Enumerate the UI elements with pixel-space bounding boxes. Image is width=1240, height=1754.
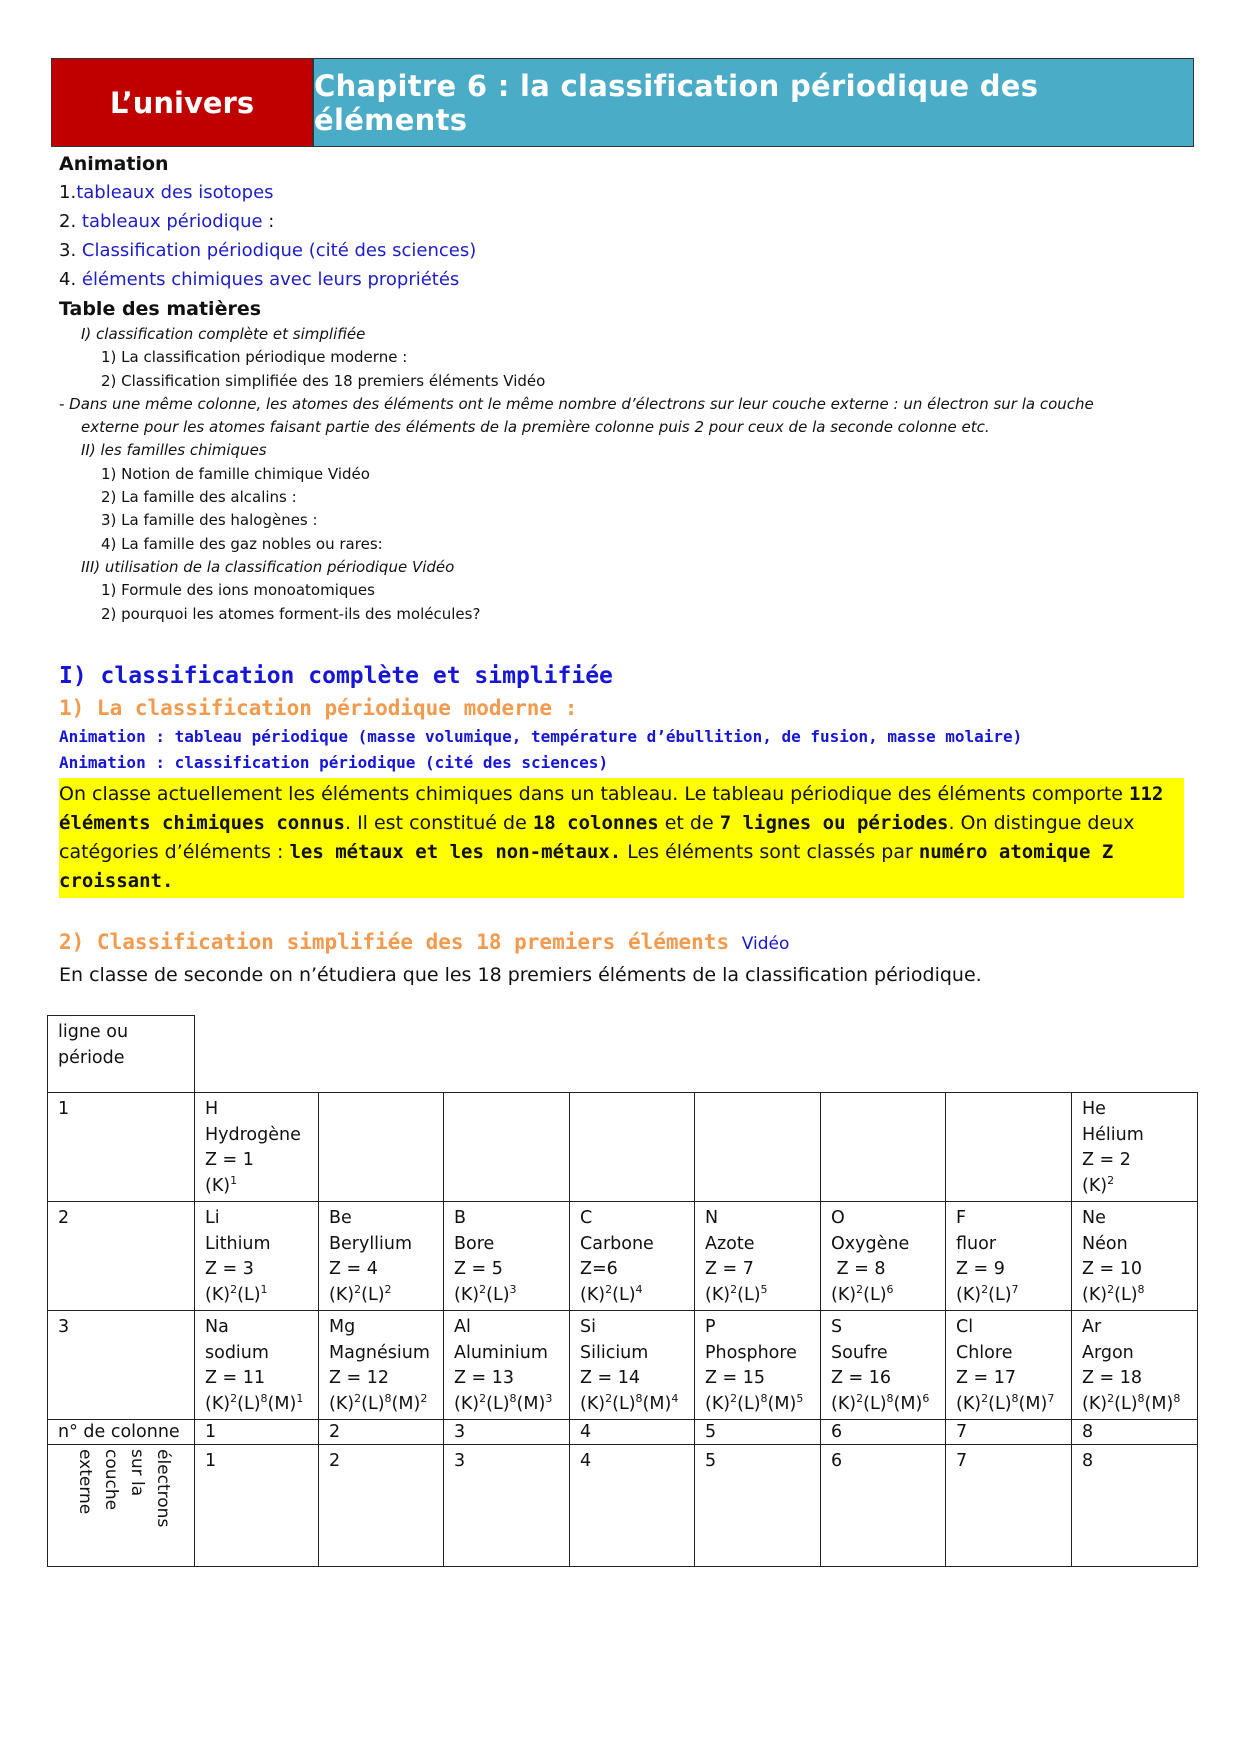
subsection-1-title: 1) La classification périodique moderne : bbox=[59, 696, 578, 720]
element-name: Argon bbox=[1082, 1342, 1134, 1363]
shell-electron-count: 2 bbox=[605, 1391, 613, 1405]
shell-electron-count: 5 bbox=[760, 1282, 768, 1296]
element-cell bbox=[319, 1202, 444, 1311]
empty-header-cell bbox=[444, 1016, 570, 1093]
period-label: 2 bbox=[48, 1202, 195, 1311]
shell-electron-count: 1 bbox=[230, 1173, 238, 1187]
vertical-label-wrap bbox=[52, 1449, 190, 1559]
shell-electron-count: 1 bbox=[296, 1391, 304, 1405]
element-name: Lithium bbox=[205, 1233, 271, 1254]
empty-cell bbox=[946, 1093, 1072, 1202]
para-bold: 7 lignes ou périodes bbox=[719, 812, 949, 834]
element-name: Silicium bbox=[580, 1342, 649, 1363]
animation-link-tableau[interactable]: Animation : tableau périodique (masse volumique, température d’ébullition, de fusion, masse molaire) bbox=[59, 727, 1023, 746]
toc-item[interactable]: 3) La famille des halogènes : bbox=[101, 511, 318, 530]
toc-item[interactable]: 1) Notion de famille chimique Vidéo bbox=[101, 464, 370, 483]
empty-header-cell bbox=[946, 1016, 1072, 1093]
element-name: sodium bbox=[205, 1342, 269, 1363]
shell-electron-count: 8 bbox=[635, 1391, 643, 1405]
element-name: Hélium bbox=[1082, 1124, 1144, 1145]
shell-electron-count: 2 bbox=[354, 1391, 362, 1405]
electron-configuration: $(K)^2(L)^1$ bbox=[205, 1282, 268, 1305]
animation-item-number: 2. bbox=[59, 211, 77, 232]
column-number: 3 bbox=[444, 1420, 570, 1445]
empty-cell bbox=[319, 1093, 444, 1202]
element-atomic-number: Z = 9 bbox=[956, 1259, 1005, 1279]
shell-electron-count: 2 bbox=[479, 1391, 487, 1405]
animation-link[interactable]: tableaux périodique bbox=[81, 211, 263, 232]
element-atomic-number: Z = 4 bbox=[329, 1259, 378, 1279]
element-symbol: Ne bbox=[1082, 1208, 1106, 1228]
section-1-title: I) classification complète et simplifiée bbox=[59, 663, 613, 689]
element-atomic-number: Z = 15 bbox=[705, 1368, 766, 1388]
animation-item bbox=[59, 265, 1179, 294]
element-symbol: Al bbox=[454, 1317, 471, 1337]
element-symbol: N bbox=[705, 1208, 719, 1228]
video-link[interactable]: Vidéo bbox=[741, 934, 790, 954]
animation-link[interactable]: tableaux des isotopes bbox=[76, 182, 274, 203]
electron-configuration: $(K)^2(L)^6$ bbox=[831, 1282, 894, 1305]
highlighted-paragraph bbox=[59, 778, 1184, 898]
para-text: Les éléments sont classés par bbox=[621, 841, 919, 863]
electron-configuration: $(K)^2$ bbox=[1082, 1173, 1115, 1196]
shell-electron-count: 8 bbox=[260, 1391, 268, 1405]
element-atomic-number: Z = 11 bbox=[205, 1368, 266, 1388]
shell-electron-count: 8 bbox=[1173, 1391, 1181, 1405]
element-name: Magnésium bbox=[329, 1342, 430, 1363]
electron-configuration: $(K)^2(L)^5$ bbox=[705, 1282, 768, 1305]
column-number: 5 bbox=[695, 1420, 821, 1445]
shell-electron-count: 8 bbox=[1137, 1391, 1145, 1405]
empty-header-cell bbox=[821, 1016, 946, 1093]
element-symbol: Li bbox=[205, 1208, 220, 1228]
period-label: 3 bbox=[48, 1311, 195, 1420]
toc-item[interactable]: 2) Classification simplifiée des 18 premiers éléments Vidéo bbox=[101, 371, 546, 390]
periodic-table bbox=[47, 1015, 1198, 1567]
electron-configuration: $(K)^2(L)^8$ bbox=[1082, 1282, 1145, 1305]
element-atomic-number: Z = 10 bbox=[1082, 1259, 1143, 1279]
element-atomic-number: Z = 3 bbox=[205, 1259, 254, 1279]
element-symbol: F bbox=[956, 1208, 967, 1228]
column-number: 6 bbox=[821, 1420, 946, 1445]
column-number: 4 bbox=[570, 1420, 695, 1445]
shell-electron-count: 2 bbox=[479, 1282, 487, 1296]
element-name: Beryllium bbox=[329, 1233, 413, 1254]
row-header-cell bbox=[48, 1016, 195, 1093]
shell-electron-count: 3 bbox=[509, 1282, 517, 1296]
element-cell bbox=[444, 1202, 570, 1311]
animation-item bbox=[59, 178, 1179, 207]
shell-electron-count: 2 bbox=[230, 1391, 238, 1405]
toc-note: - Dans une même colonne, les atomes des éléments ont le même nombre d’électrons sur leur couche externe : un électron sur la couche bbox=[59, 394, 1094, 413]
electron-configuration: $(K)^1$ bbox=[205, 1173, 238, 1196]
shell-electron-count: 7 bbox=[1011, 1282, 1019, 1296]
shell-electron-count: 8 bbox=[509, 1391, 517, 1405]
shell-electron-count: 8 bbox=[1011, 1391, 1019, 1405]
electron-configuration: $(K)^2(L)^8(M)^1$ bbox=[205, 1391, 304, 1414]
electron-configuration: $(K)^2(L)^8(M)^5$ bbox=[705, 1391, 804, 1414]
shell-electron-count: 4 bbox=[635, 1282, 643, 1296]
element-name: Azote bbox=[705, 1233, 755, 1254]
shell-electron-count: 2 bbox=[384, 1282, 392, 1296]
animation-item-number: 4. bbox=[59, 269, 77, 290]
element-cell bbox=[319, 1311, 444, 1420]
header-label: ligne ou période bbox=[58, 1022, 129, 1068]
column-number: 8 bbox=[1072, 1420, 1198, 1445]
animation-link-classification[interactable]: Animation : classification périodique (cité des sciences) bbox=[59, 753, 609, 772]
animation-heading: Animation bbox=[59, 153, 169, 175]
para-text: . Il est constitué de bbox=[344, 812, 533, 834]
element-name: Oxygène bbox=[831, 1233, 910, 1254]
column-number: 7 bbox=[946, 1420, 1072, 1445]
para-text: et de bbox=[658, 812, 720, 834]
element-atomic-number: Z = 1 bbox=[205, 1150, 254, 1170]
external-electrons-label: électrons sur la couche externe bbox=[75, 1449, 173, 1528]
element-atomic-number: Z = 2 bbox=[1082, 1150, 1131, 1170]
external-electrons-count: 3 bbox=[444, 1445, 570, 1567]
element-cell bbox=[195, 1311, 319, 1420]
electron-configuration: $(K)^2(L)^3$ bbox=[454, 1282, 517, 1305]
element-symbol: Na bbox=[205, 1317, 229, 1337]
shell-electron-count: 5 bbox=[796, 1391, 804, 1405]
element-symbol: O bbox=[831, 1208, 845, 1228]
empty-cell bbox=[570, 1093, 695, 1202]
element-symbol: P bbox=[705, 1317, 716, 1337]
para-text: On classe actuellement les éléments chimiques dans un tableau. Le tableau périodique des éléments comporte bbox=[59, 783, 1130, 805]
empty-cell bbox=[444, 1093, 570, 1202]
element-symbol: Be bbox=[329, 1208, 352, 1228]
element-name: Phosphore bbox=[705, 1342, 797, 1363]
toc-item[interactable]: 4) La famille des gaz nobles ou rares: bbox=[101, 534, 383, 553]
shell-electron-count: 2 bbox=[420, 1391, 428, 1405]
column-label: n° de colonne bbox=[48, 1420, 195, 1445]
intro-block bbox=[59, 150, 1179, 626]
external-electrons-count: 6 bbox=[821, 1445, 946, 1567]
element-cell bbox=[444, 1311, 570, 1420]
shell-electron-count: 2 bbox=[856, 1282, 864, 1296]
element-atomic-number: Z = 12 bbox=[329, 1368, 390, 1388]
animation-item bbox=[59, 236, 1179, 265]
toc-item[interactable]: 2) pourquoi les atomes forment-ils des molécules? bbox=[101, 604, 481, 623]
element-cell bbox=[195, 1202, 319, 1311]
element-atomic-number: Z = 17 bbox=[956, 1368, 1017, 1388]
section-2 bbox=[59, 926, 1189, 990]
element-name: Bore bbox=[454, 1233, 495, 1254]
electron-configuration: $(K)^2(L)^8(M)^7$ bbox=[956, 1391, 1055, 1414]
element-symbol: Si bbox=[580, 1317, 596, 1337]
element-cell bbox=[570, 1311, 695, 1420]
element-atomic-number: Z = 18 bbox=[1082, 1368, 1143, 1388]
animation-item-number: 1. bbox=[59, 182, 77, 203]
element-symbol: Cl bbox=[956, 1317, 974, 1337]
section-2-paragraph: En classe de seconde on n’étudiera que les 18 premiers éléments de la classification périodique. bbox=[59, 964, 982, 986]
animation-item bbox=[59, 207, 1179, 236]
external-electrons-count: 4 bbox=[570, 1445, 695, 1567]
shell-electron-count: 6 bbox=[886, 1282, 894, 1296]
column-number: 2 bbox=[319, 1420, 444, 1445]
element-name: Néon bbox=[1082, 1233, 1128, 1254]
element-name: Hydrogène bbox=[205, 1124, 301, 1145]
shell-electron-count: 2 bbox=[730, 1282, 738, 1296]
element-symbol: He bbox=[1082, 1099, 1106, 1119]
element-atomic-number: Z = 14 bbox=[580, 1368, 641, 1388]
element-symbol: C bbox=[580, 1208, 593, 1228]
element-name: fluor bbox=[956, 1233, 997, 1254]
animation-item-number: 3. bbox=[59, 240, 77, 261]
element-name: Chlore bbox=[956, 1342, 1013, 1363]
electron-configuration: $(K)^2(L)^8(M)^3$ bbox=[454, 1391, 553, 1414]
element-atomic-number: Z = 7 bbox=[705, 1259, 754, 1279]
shell-electron-count: 2 bbox=[730, 1391, 738, 1405]
para-bold: les métaux et les non-métaux. bbox=[289, 841, 622, 863]
electron-configuration: $(K)^2(L)^8(M)^8$ bbox=[1082, 1391, 1181, 1414]
electron-configuration: $(K)^2(L)^8(M)^6$ bbox=[831, 1391, 930, 1414]
shell-electron-count: 8 bbox=[1137, 1282, 1145, 1296]
shell-electron-count: 8 bbox=[760, 1391, 768, 1405]
animation-link[interactable]: Classification périodique (cité des sciences) bbox=[81, 240, 477, 261]
shell-electron-count: 3 bbox=[545, 1391, 553, 1405]
electron-configuration: $(K)^2(L)^8(M)^4$ bbox=[580, 1391, 679, 1414]
column-number: 1 bbox=[195, 1420, 319, 1445]
toc-item[interactable]: II) les familles chimiques bbox=[81, 441, 267, 460]
element-symbol: Ar bbox=[1082, 1317, 1102, 1337]
subsection-2-title: 2) Classification simplifiée des 18 premiers éléments bbox=[59, 930, 730, 954]
element-cell bbox=[821, 1202, 946, 1311]
element-cell bbox=[695, 1202, 821, 1311]
external-electrons-label-cell bbox=[48, 1445, 195, 1567]
element-atomic-number: Z = 16 bbox=[831, 1368, 892, 1388]
element-symbol: Mg bbox=[329, 1317, 356, 1337]
element-cell bbox=[1072, 1311, 1198, 1420]
element-cell bbox=[695, 1311, 821, 1420]
empty-header-cell bbox=[319, 1016, 444, 1093]
toc-item[interactable]: III) utilisation de la classification périodique Vidéo bbox=[81, 557, 455, 576]
table-of-contents bbox=[59, 323, 1179, 626]
toc-item[interactable]: 1) La classification périodique moderne : bbox=[101, 348, 408, 367]
external-electrons-count: 8 bbox=[1072, 1445, 1198, 1567]
element-symbol: H bbox=[205, 1099, 219, 1119]
element-symbol: B bbox=[454, 1208, 467, 1228]
electron-configuration: $(K)^2(L)^4$ bbox=[580, 1282, 643, 1305]
element-cell bbox=[195, 1093, 319, 1202]
section-1 bbox=[59, 660, 1189, 898]
para-bold: 112 éléments chimiques connus bbox=[59, 783, 1164, 834]
empty-header-cell bbox=[1072, 1016, 1198, 1093]
toc-item[interactable]: 2) La famille des alcalins : bbox=[101, 488, 297, 507]
element-cell bbox=[570, 1202, 695, 1311]
toc-item[interactable]: 1) Formule des ions monoatomiques bbox=[101, 581, 375, 600]
shell-electron-count: 6 bbox=[922, 1391, 930, 1405]
shell-electron-count: 2 bbox=[1107, 1173, 1115, 1187]
shell-electron-count: 2 bbox=[1107, 1391, 1115, 1405]
chapter-banner bbox=[51, 58, 1194, 147]
animation-link[interactable]: éléments chimiques avec leurs propriétés bbox=[81, 269, 460, 290]
element-atomic-number: Z = 5 bbox=[454, 1259, 503, 1279]
animation-item-suffix: : bbox=[262, 211, 275, 232]
element-name: Carbone bbox=[580, 1233, 654, 1254]
shell-electron-count: 2 bbox=[1107, 1282, 1115, 1296]
banner-section-title: L’univers bbox=[52, 59, 314, 146]
shell-electron-count: 8 bbox=[886, 1391, 894, 1405]
shell-electron-count: 2 bbox=[856, 1391, 864, 1405]
external-electrons-count: 7 bbox=[946, 1445, 1072, 1567]
empty-cell bbox=[695, 1093, 821, 1202]
shell-electron-count: 2 bbox=[354, 1282, 362, 1296]
electron-configuration: $(K)^2(L)^8(M)^2$ bbox=[329, 1391, 428, 1414]
external-electrons-count: 2 bbox=[319, 1445, 444, 1567]
shell-electron-count: 2 bbox=[981, 1282, 989, 1296]
element-name: Aluminium bbox=[454, 1342, 548, 1363]
shell-electron-count: 2 bbox=[605, 1282, 613, 1296]
toc-note: externe pour les atomes faisant partie des éléments de la première colonne puis 2 pour ceux de la seconde colonne etc. bbox=[81, 418, 990, 437]
shell-electron-count: 2 bbox=[981, 1391, 989, 1405]
element-cell bbox=[1072, 1093, 1198, 1202]
empty-header-cell bbox=[195, 1016, 319, 1093]
element-symbol: S bbox=[831, 1317, 843, 1337]
external-electrons-count: 1 bbox=[195, 1445, 319, 1567]
toc-item[interactable]: I) classification complète et simplifiée bbox=[81, 325, 366, 343]
external-electrons-count: 5 bbox=[695, 1445, 821, 1567]
period-label: 1 bbox=[48, 1093, 195, 1202]
toc-heading: Table des matières bbox=[59, 298, 262, 320]
empty-header-cell bbox=[570, 1016, 695, 1093]
para-text: . On distingue deux catégories d’éléments : bbox=[59, 812, 1135, 863]
element-atomic-number: Z = 13 bbox=[454, 1368, 515, 1388]
para-bold: 18 colonnes bbox=[532, 812, 659, 834]
shell-electron-count: 2 bbox=[230, 1282, 238, 1296]
element-atomic-number: Z = 8 bbox=[831, 1259, 886, 1279]
shell-electron-count: 8 bbox=[384, 1391, 392, 1405]
empty-header-cell bbox=[695, 1016, 821, 1093]
shell-electron-count: 7 bbox=[1047, 1391, 1055, 1405]
element-atomic-number: Z=6 bbox=[580, 1259, 618, 1279]
empty-cell bbox=[821, 1093, 946, 1202]
animation-list bbox=[59, 178, 1179, 294]
element-name: Soufre bbox=[831, 1342, 888, 1363]
electron-configuration: $(K)^2(L)^7$ bbox=[956, 1282, 1019, 1305]
element-cell bbox=[821, 1311, 946, 1420]
electron-configuration: $(K)^2(L)^2$ bbox=[329, 1282, 392, 1305]
element-cell bbox=[946, 1202, 1072, 1311]
banner-chapter-title: Chapitre 6 : la classification périodique des éléments bbox=[314, 59, 1193, 146]
element-cell bbox=[1072, 1202, 1198, 1311]
para-bold: numéro atomique Z croissant. bbox=[59, 841, 1114, 892]
shell-electron-count: 1 bbox=[260, 1282, 268, 1296]
element-cell bbox=[946, 1311, 1072, 1420]
shell-electron-count: 4 bbox=[671, 1391, 679, 1405]
